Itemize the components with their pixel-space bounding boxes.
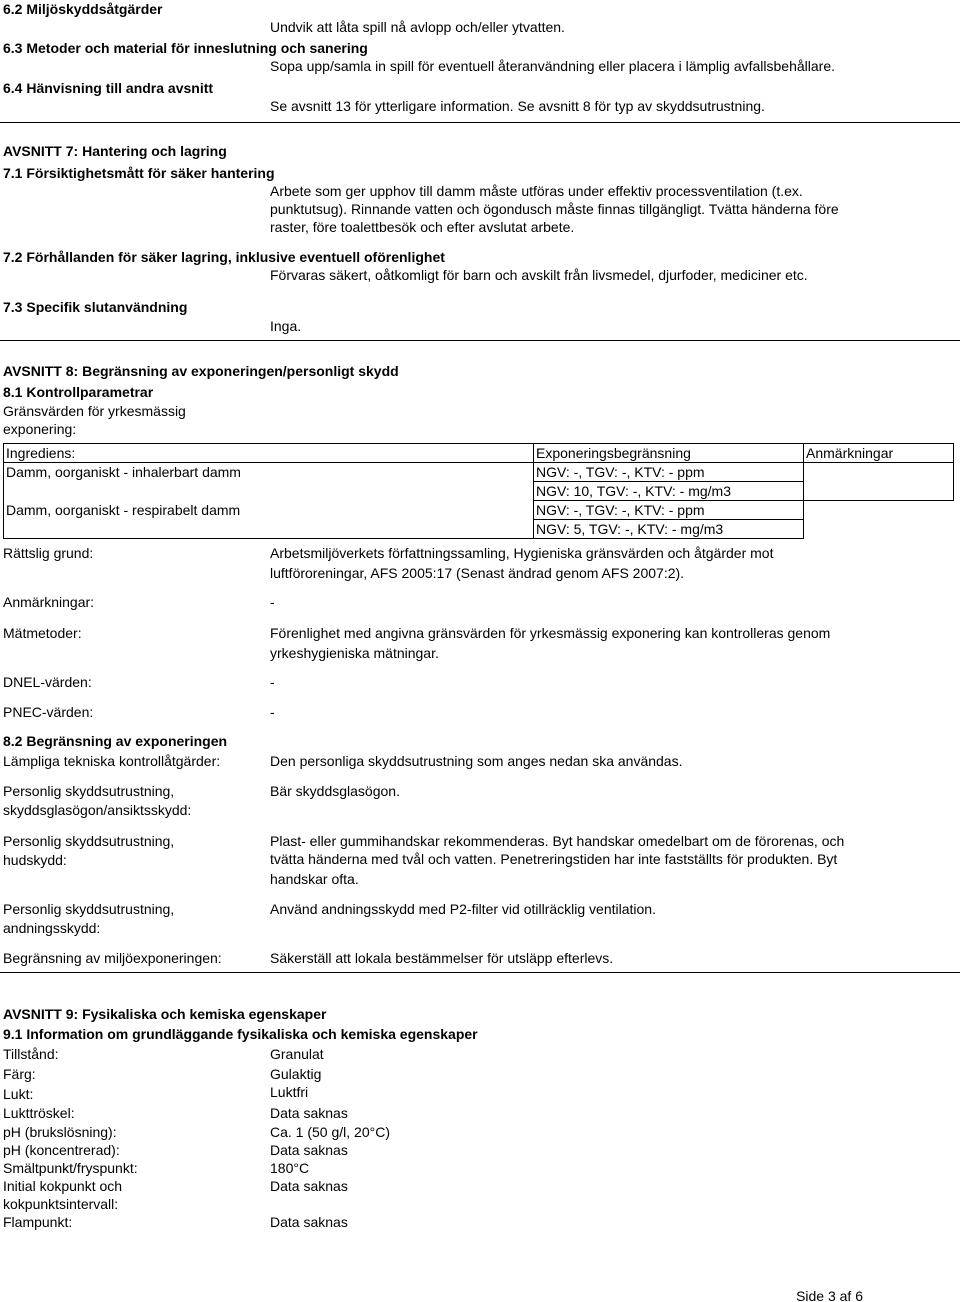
measurement-line1: Förenlighet med angivna gränsvärden för yrkesmässig exponering kan kontrolleras genom: [270, 625, 831, 641]
text-7-3: Inga.: [270, 318, 302, 334]
table-header-row: [4, 444, 954, 463]
heading-7-2: 7.2 Förhållanden för säker lagring, inklusive eventuell oförenlighet: [3, 249, 445, 265]
property-value: Luktfri: [270, 1084, 309, 1100]
property-label: pH (brukslösning):: [3, 1124, 117, 1140]
legal-basis-line1: Arbetsmiljöverkets författningssamling, Hygieniska gränsvärden och åtgärder mot: [270, 545, 774, 561]
text-6-2: Undvik att låta spill nå avlopp och/eller ytvatten.: [270, 19, 565, 35]
legal-basis-line2: luftföroreningar, AFS 2005:17 (Senast ändrad genom AFS 2007:2).: [270, 565, 685, 581]
eye-protection-value: Bär skyddsglasögon.: [270, 783, 400, 799]
limit-cell: NGV: 5, TGV: -, KTV: - mg/m3: [534, 520, 804, 539]
property-label: Smältpunkt/fryspunkt:: [3, 1160, 138, 1176]
respiratory-label-line2: andningsskydd:: [3, 920, 101, 936]
skin-protection-label-line2: hudskydd:: [3, 852, 67, 868]
technical-controls-label: Lämpliga tekniska kontrollåtgärder:: [3, 753, 221, 769]
limit-cell: NGV: -, TGV: -, KTV: - ppm: [534, 501, 804, 520]
heading-6-2: 6.2 Miljöskyddsåtgärder: [3, 1, 163, 17]
table-header: Ingrediens:: [4, 444, 534, 463]
remarks-cell: [804, 520, 954, 539]
heading-6-4: 6.4 Hänvisning till andra avsnitt: [3, 80, 214, 96]
divider: [0, 340, 960, 341]
skin-protection-line2: tvätta händerna med tvål och vatten. Penetreringstiden har inte fastställts för produkten. Byt: [270, 851, 838, 867]
property-value: Gulaktig: [270, 1066, 322, 1082]
pnec-value: -: [270, 704, 275, 720]
ingredient-cell: [4, 520, 534, 539]
property-value: Data saknas: [270, 1178, 348, 1194]
property-label: Flampunkt:: [3, 1214, 73, 1230]
ingredient-cell: [4, 482, 534, 501]
property-label: Tillstånd:: [3, 1046, 59, 1062]
limit-values-label-line1: Gränsvärden för yrkesmässig: [3, 403, 186, 419]
divider: [0, 972, 960, 973]
table-header: Anmärkningar: [804, 444, 954, 463]
table-row: [4, 501, 954, 520]
text-7-1-line2: punktutsug). Rinnande vatten och ögondusch måste finnas tillgängligt. Tvätta händerna före: [270, 201, 839, 217]
property-value: 180°C: [270, 1160, 310, 1176]
property-label: pH (koncentrerad):: [3, 1142, 120, 1158]
property-label: Lukttröskel:: [3, 1105, 75, 1121]
table-row: [4, 520, 954, 539]
section-7-title: AVSNITT 7: Hantering och lagring: [3, 143, 227, 159]
pnec-label: PNEC-värden:: [3, 704, 94, 720]
remarks-value: -: [270, 594, 275, 610]
technical-controls-value: Den personliga skyddsutrustning som anges nedan ska användas.: [270, 753, 683, 769]
text-7-1-line1: Arbete som ger upphov till damm måste utföras under effektiv processventilation (t.ex.: [270, 183, 803, 199]
eye-protection-label-line1: Personlig skyddsutrustning,: [3, 783, 175, 799]
eye-protection-label-line2: skyddsglasögon/ansiktsskydd:: [3, 802, 192, 818]
remarks-label: Anmärkningar:: [3, 594, 95, 610]
environmental-exposure-label: Begränsning av miljöexponeringen:: [3, 950, 222, 966]
heading-9-1: 9.1 Information om grundläggande fysikaliska och kemiska egenskaper: [3, 1026, 478, 1042]
property-label: kokpunktsintervall:: [3, 1196, 119, 1212]
skin-protection-label-line1: Personlig skyddsutrustning,: [3, 833, 175, 849]
property-label: Initial kokpunkt och: [3, 1178, 123, 1194]
dnel-label: DNEL-värden:: [3, 674, 92, 690]
text-7-2: Förvaras säkert, oåtkomligt för barn och avskilt från livsmedel, djurfoder, mediciner etc.: [270, 267, 808, 283]
property-value: Granulat: [270, 1046, 324, 1062]
remarks-cell: [804, 501, 954, 520]
limit-values-label-line2: exponering:: [3, 421, 77, 437]
page-number: Side 3 af 6: [796, 1288, 863, 1302]
property-value: Data saknas: [270, 1142, 348, 1158]
heading-7-1: 7.1 Försiktighetsmått för säker hantering: [3, 165, 275, 181]
property-value: Data saknas: [270, 1214, 348, 1230]
text-7-1-line3: raster, före toalettbesök och efter avslutat arbete.: [270, 219, 575, 235]
heading-8-1: 8.1 Kontrollparametrar: [3, 384, 154, 400]
measurement-line2: yrkeshygieniska mätningar.: [270, 645, 439, 661]
measurement-label: Mätmetoder:: [3, 625, 82, 641]
section-8-title: AVSNITT 8: Begränsning av exponeringen/personligt skydd: [3, 363, 399, 379]
text-6-3: Sopa upp/samla in spill för eventuell återanvändning eller placera i lämplig avfallsbehållare.: [270, 58, 835, 74]
table-header: Exponeringsbegränsning: [534, 444, 804, 463]
divider: [0, 122, 960, 123]
legal-basis-label: Rättslig grund:: [3, 545, 94, 561]
text-6-4: Se avsnitt 13 för ytterligare information. Se avsnitt 8 för typ av skyddsutrustning.: [270, 98, 765, 114]
ingredient-cell: Damm, oorganiskt - respirabelt damm: [4, 501, 534, 520]
exposure-limits-table: [3, 443, 954, 539]
dnel-value: -: [270, 674, 275, 690]
limit-cell: NGV: 10, TGV: -, KTV: - mg/m3: [534, 482, 804, 501]
respiratory-value: Använd andningsskydd med P2-filter vid otillräcklig ventilation.: [270, 901, 656, 917]
property-label: Färg:: [3, 1066, 36, 1082]
skin-protection-line1: Plast- eller gummihandskar rekommenderas. Byt handskar omedelbart om de förorenas, och: [270, 833, 845, 849]
property-label: Lukt:: [3, 1086, 34, 1102]
respiratory-label-line1: Personlig skyddsutrustning,: [3, 901, 175, 917]
heading-8-2: 8.2 Begränsning av exponeringen: [3, 733, 228, 749]
heading-7-3: 7.3 Specifik slutanvändning: [3, 299, 188, 315]
property-value: Ca. 1 (50 g/l, 20°C): [270, 1124, 390, 1140]
property-value: Data saknas: [270, 1105, 348, 1121]
ingredient-cell: Damm, oorganiskt - inhalerbart damm: [4, 463, 534, 482]
environmental-exposure-value: Säkerställ att lokala bestämmelser för utsläpp efterlevs.: [270, 950, 614, 966]
skin-protection-line3: handskar ofta.: [270, 871, 359, 887]
limit-cell: NGV: -, TGV: -, KTV: - ppm: [534, 463, 804, 482]
remarks-cell: [804, 463, 954, 501]
table-row: [4, 463, 954, 482]
section-9-title: AVSNITT 9: Fysikaliska och kemiska egenskaper: [3, 1006, 327, 1022]
heading-6-3: 6.3 Metoder och material för inneslutning och sanering: [3, 40, 368, 56]
